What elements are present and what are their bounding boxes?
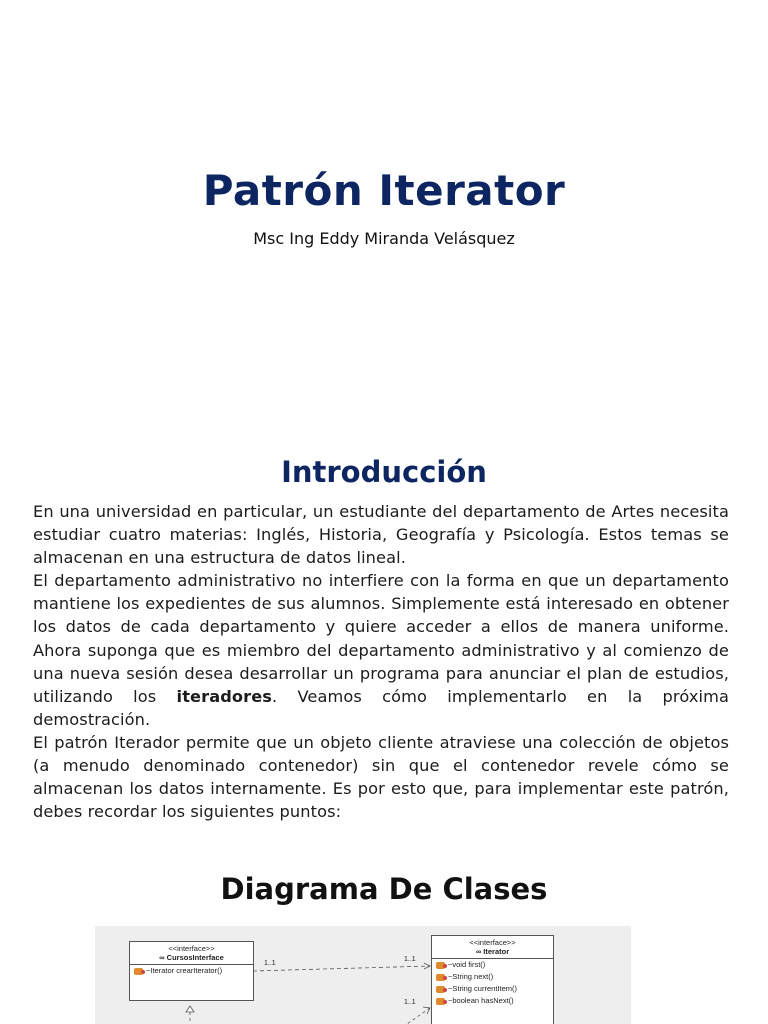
multiplicity-label: 1..1: [404, 956, 416, 963]
operation-label: ~void first(): [448, 960, 486, 969]
operation-label: ~boolean hasNext(): [448, 996, 514, 1005]
iterator-interface-box: [431, 935, 554, 1024]
cursos-stereotype: <<interface>>: [168, 944, 215, 953]
iterator-operation: [432, 995, 553, 1007]
multiplicity-label: 1..1: [264, 960, 276, 967]
multiplicity-label: 1..1: [404, 999, 416, 1006]
iterator-stereotype: <<interface>>: [469, 938, 516, 947]
iterator-interface-name: ∞ Iterator: [475, 947, 510, 956]
operation-label: ~Iterator crearIterator(): [146, 966, 223, 975]
method-icon: [436, 962, 445, 969]
paragraph-2-emphasis: iteradores: [176, 686, 273, 706]
method-icon: [436, 974, 445, 981]
intro-paragraph-3: El patrón Iterador permite que un objeto cliente atraviese una colección de objetos (a menudo denominado contenedor) sin que el contenedor revele cómo se almacenan los datos internamente. Es por esto que, para implementar este patrón, debes recordar los siguientes puntos:: [33, 732, 729, 822]
method-icon: [134, 968, 143, 975]
intro-heading: Introducción: [281, 455, 487, 489]
method-icon: [436, 998, 445, 1005]
paragraph-2-text: El departamento administrativo no interfiere con la forma en que un departamento mantiene los expedientes de sus alumnos. Simplemente está interesado en obtener los datos de cada departamento y quiere acceder a ellos de manera uniforme. Ahora suponga que es miembro del departamento administrativo y al comienzo de una nueva sesión desea desarrollar un programa para anunciar el plan de estudios, utilizando los: [33, 571, 729, 706]
operation-label: ~String next(): [448, 972, 494, 981]
intro-paragraph-1: En una universidad en particular, un estudiante del departamento de Artes necesita estudiar cuatro materias: Inglés, Historia, Geografía y Psicología. Estos temas se almacenan en una estructura de datos lineal.: [33, 502, 729, 568]
page-title: Patrón Iterator: [202, 166, 566, 215]
intro-body: [33, 500, 729, 823]
cursos-interface-header: [130, 942, 253, 964]
class-diagram: [95, 926, 631, 1024]
method-icon: [436, 986, 445, 993]
cursos-interface-box: [129, 941, 254, 1001]
intro-paragraph-2: [33, 569, 729, 731]
author-name: Msc Ing Eddy Miranda Velásquez: [253, 229, 515, 248]
iterator-operation: [432, 959, 553, 971]
cursos-operation: [130, 965, 253, 977]
cursos-interface-name: ∞ CursosInterface: [159, 953, 224, 962]
iterator-operation: [432, 971, 553, 983]
iterator-interface-header: [432, 936, 553, 958]
iterator-operation: [432, 983, 553, 995]
diagram-heading: Diagrama De Clases: [220, 872, 548, 906]
operation-label: ~String currentItem(): [448, 984, 517, 993]
paragraph-2-tail: . Veamos cómo implementarlo en la próxima demostración.: [33, 686, 729, 729]
